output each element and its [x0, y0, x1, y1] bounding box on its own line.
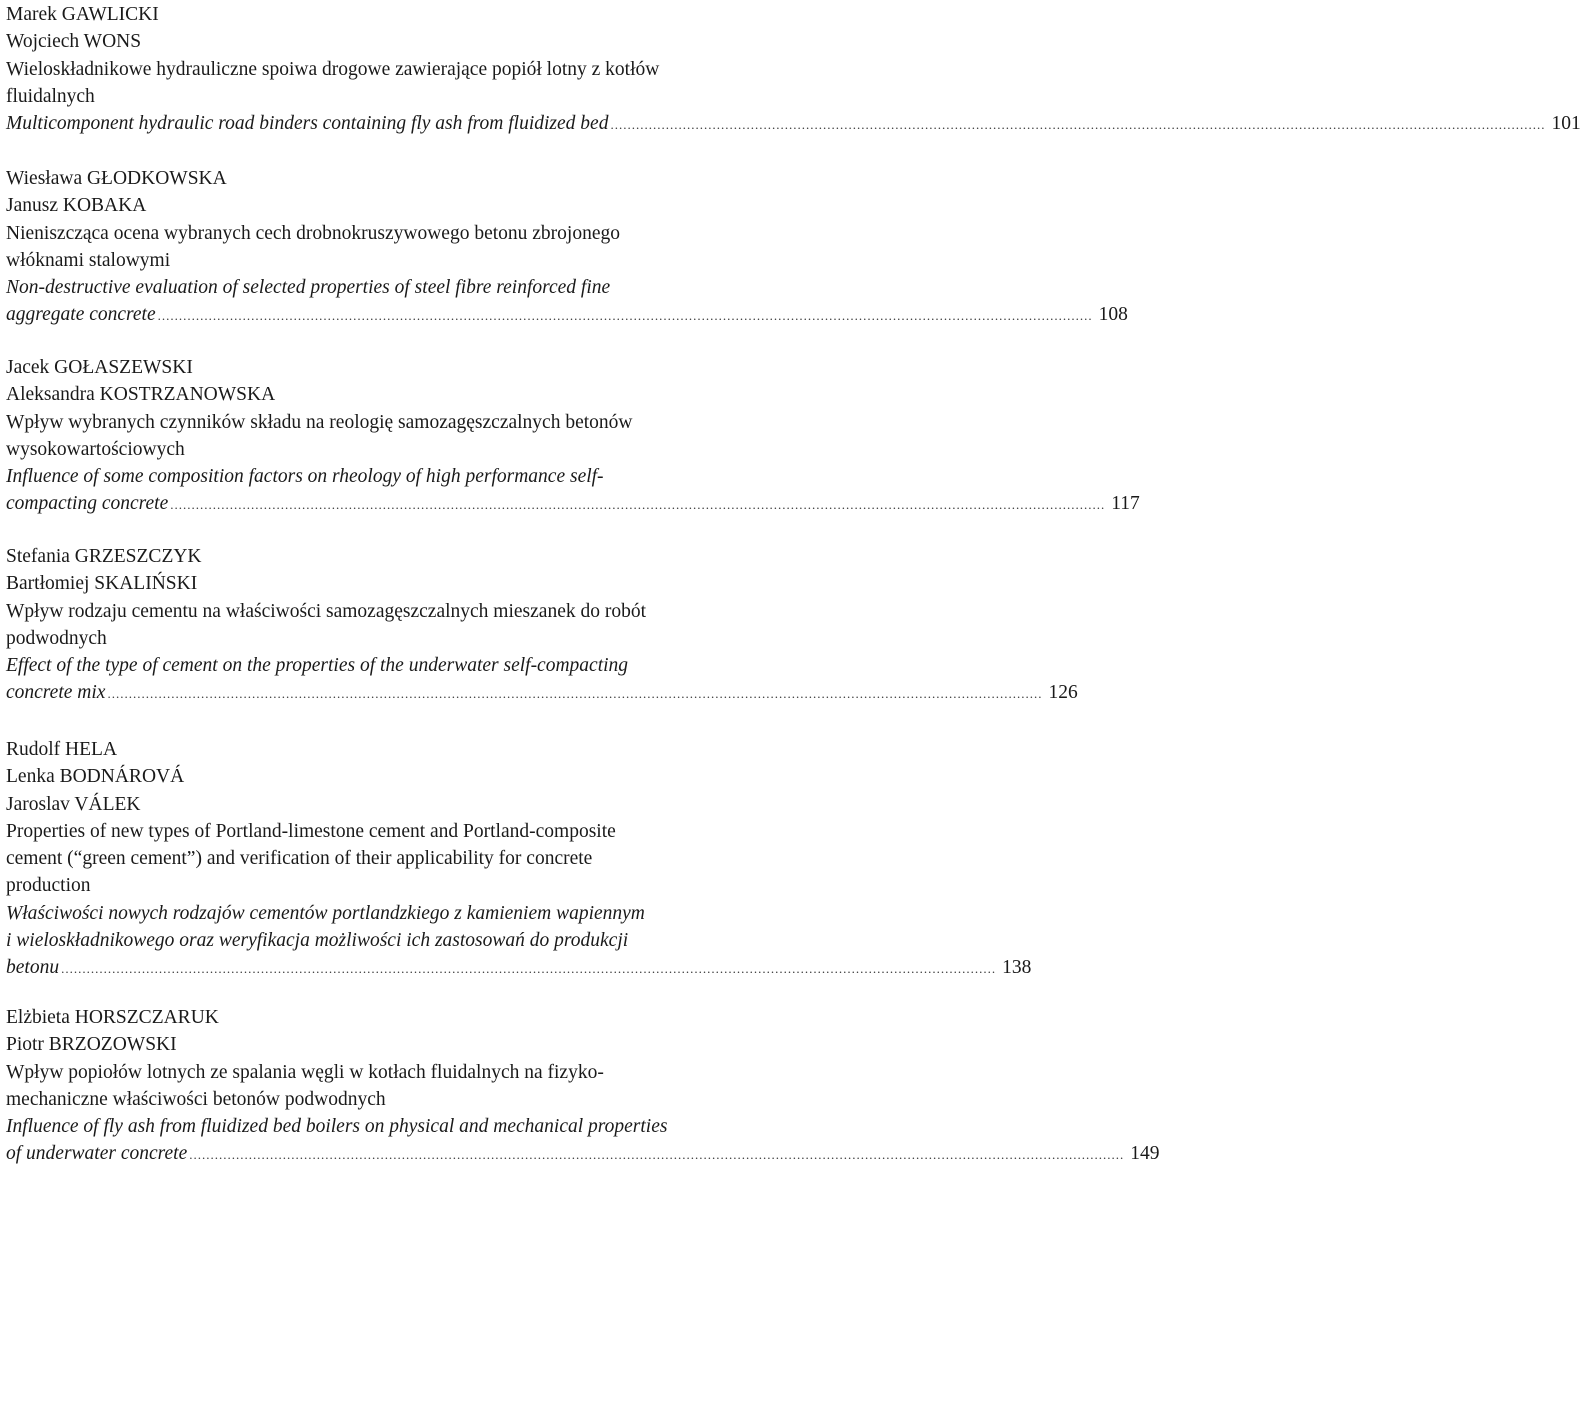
- toc-entry: [6, 543, 1078, 708]
- toc-leader-row: [6, 679, 1078, 707]
- title-line: włóknami stalowymi: [6, 249, 171, 271]
- author-name: Piotr BRZOZOWSKI: [6, 1034, 177, 1056]
- title-translation-line: concrete mix: [6, 682, 106, 704]
- toc-entry: [6, 1004, 1160, 1169]
- author-name: Rudolf HELA: [6, 739, 118, 760]
- page-number: 149: [1130, 1143, 1160, 1165]
- title-translation-line: Multicomponent hydraulic road binders containing fly ash from fluidized bed: [6, 113, 609, 135]
- author-name: Janusz KOBAKA: [6, 195, 147, 217]
- author-name: Bartłomiej SKALIŃSKI: [6, 573, 198, 595]
- toc-leader-row: [6, 490, 1140, 518]
- title-translation-line: Właściwości nowych rodzajów cementów portlandzkiego z kamieniem wapiennym: [6, 902, 645, 924]
- dot-leader: ............................................................................................................................................................................................................................: [157, 308, 1093, 324]
- title-translation-line: of underwater concrete: [6, 1143, 188, 1165]
- dot-leader: ............................................................................................................................................................................................................................: [107, 686, 1043, 702]
- author-name: Jaroslav VÁLEK: [6, 793, 141, 815]
- title-translation-line: betonu: [6, 957, 60, 979]
- title-translation-line: aggregate concrete: [6, 304, 156, 326]
- title-translation-line: i wieloskładnikowego oraz weryfikacja możliwości ich zastosowań do produkcji: [6, 930, 629, 952]
- toc-entry: [6, 736, 1032, 983]
- author-name: Marek GAWLICKI: [6, 4, 159, 25]
- toc-entry: [6, 165, 1128, 330]
- author-name: Stefania GRZESZCZYK: [6, 546, 202, 567]
- author-name: Lenka BODNÁROVÁ: [6, 766, 185, 788]
- page-number: 138: [1002, 957, 1032, 979]
- title-line: Properties of new types of Portland-limestone cement and Portland-composite: [6, 820, 616, 842]
- dot-leader: ............................................................................................................................................................................................................................: [170, 497, 1106, 513]
- title-line: Nieniszcząca ocena wybranych cech drobnokruszywowego betonu zbrojonego: [6, 222, 621, 244]
- dot-leader: ............................................................................................................................................................................................................................: [189, 1147, 1125, 1163]
- page-number: 126: [1048, 682, 1078, 704]
- title-line: cement (“green cement”) and verification of their applicability for concrete: [6, 848, 593, 870]
- title-translation-line: compacting concrete: [6, 493, 169, 515]
- page-number: 101: [1551, 113, 1581, 135]
- title-line: podwodnych: [6, 627, 107, 649]
- title-line: Wpływ rodzaju cementu na właściwości samozagęszczalnych mieszanek do robót: [6, 600, 647, 622]
- title-translation-line: Non-destructive evaluation of selected properties of steel fibre reinforced fine: [6, 277, 611, 299]
- title-translation-line: Influence of fly ash from fluidized bed boilers on physical and mechanical properties: [6, 1116, 668, 1138]
- title-line: Wpływ wybranych czynników składu na reologię samozagęszczalnych betonów: [6, 411, 633, 433]
- toc-entry: [6, 354, 1140, 519]
- toc-leader-row: [6, 954, 1032, 982]
- title-line: wysokowartościowych: [6, 438, 185, 460]
- author-name: Elżbieta HORSZCZARUK: [6, 1007, 219, 1028]
- title-translation-line: Influence of some composition factors on rheology of high performance self-: [6, 466, 604, 488]
- page-number: 108: [1098, 304, 1128, 326]
- toc-leader-row: [6, 110, 1581, 138]
- author-name: Wiesława GŁODKOWSKA: [6, 168, 227, 189]
- author-name: Wojciech WONS: [6, 31, 142, 53]
- author-name: Aleksandra KOSTRZANOWSKA: [6, 384, 276, 406]
- title-line: production: [6, 875, 91, 897]
- author-name: Jacek GOŁASZEWSKI: [6, 357, 193, 378]
- toc-leader-row: [6, 301, 1128, 329]
- toc-entry: [6, 1, 1581, 138]
- title-line: Wpływ popiołów lotnych ze spalania węgli w kotłach fluidalnych na fizyko-: [6, 1061, 604, 1083]
- page-number: 117: [1111, 493, 1140, 515]
- dot-leader: ............................................................................................................................................................................................................................: [61, 961, 997, 977]
- title-line: fluidalnych: [6, 85, 95, 107]
- title-translation-line: Effect of the type of cement on the properties of the underwater self-compacting: [6, 655, 629, 677]
- dot-leader: ............................................................................................................................................................................................................................: [610, 117, 1546, 133]
- title-line: mechaniczne właściwości betonów podwodnych: [6, 1088, 386, 1110]
- title-line: Wieloskładnikowe hydrauliczne spoiwa drogowe zawierające popiół lotny z kotłów: [6, 58, 660, 80]
- toc-leader-row: [6, 1140, 1160, 1168]
